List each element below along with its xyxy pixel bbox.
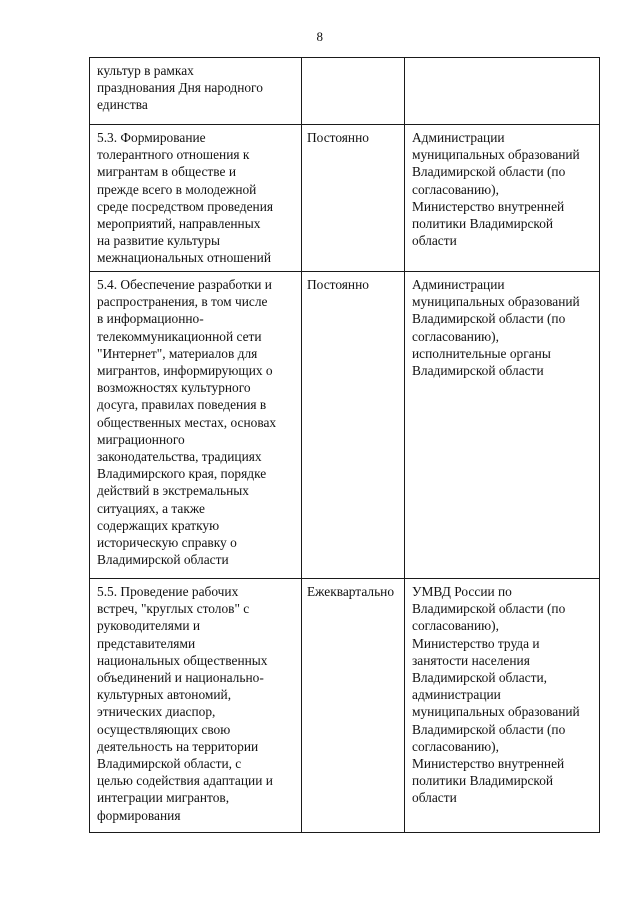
text-line: Владимирской области (по (412, 311, 566, 327)
text-line: этнических диаспор, (97, 704, 216, 720)
text-line: 5.3. Формирование (97, 130, 206, 145)
text-line: прежде всего в молодежной (97, 181, 257, 197)
measure-cell (90, 579, 302, 833)
period-cell (302, 579, 405, 833)
text-line: толерантного отношения к (97, 147, 250, 163)
text-line: исполнительные органы (412, 345, 551, 361)
executors-text (412, 276, 595, 379)
text-line: "Интернет", материалов для (97, 345, 258, 361)
text-line: возможностях культурного (97, 380, 251, 396)
text-line: Владимирской области (по (412, 721, 566, 737)
text-line: Владимирской области (по (412, 601, 566, 617)
text-line: действий в экстремальных (97, 483, 249, 499)
text-line: общественных местах, основах (97, 414, 277, 430)
executors-cell (405, 58, 600, 125)
measure-text (97, 129, 297, 267)
text-line: представителями (97, 635, 196, 651)
text-line: Владимирского края, порядке (97, 466, 267, 482)
text-line: содержащих краткую (97, 517, 220, 533)
text-line: объединений и национально- (97, 670, 264, 686)
text-line: области (412, 790, 457, 806)
text-line: мероприятий, направленных (97, 216, 261, 232)
text-line: политики Владимирской (412, 773, 554, 789)
text-line: 5.5. Проведение рабочих (97, 584, 239, 599)
text-line: руководителями и (97, 618, 201, 634)
text-line: администрации (412, 687, 501, 703)
table-row (90, 125, 600, 272)
text-line: политики Владимирской (412, 216, 554, 232)
text-line: Администрации (412, 130, 505, 145)
table-row (90, 58, 600, 125)
text-line: муниципальных образований (412, 147, 580, 163)
text-line: Министерство труда и (412, 635, 540, 651)
text-line: миграционного (97, 431, 185, 447)
measure-text (97, 583, 297, 824)
text-line: деятельность на территории (97, 738, 259, 754)
text-line: досуга, правилах поведения в (97, 397, 267, 413)
executors-text (412, 583, 595, 807)
text-line: согласованию), (412, 618, 499, 634)
text-line: занятости населения (412, 652, 530, 668)
period-text: Постоянно (307, 130, 369, 145)
text-line: законодательства, традициях (97, 449, 262, 465)
measure-text (97, 276, 297, 568)
period-cell (302, 125, 405, 272)
text-line: распространения, в том числе (97, 294, 268, 310)
period-text: Ежеквартально (307, 584, 395, 599)
text-line: ситуациях, а также (97, 500, 205, 516)
executors-text (412, 129, 595, 249)
text-line: Владимирской области, (412, 670, 547, 686)
measure-cell (90, 272, 302, 579)
text-line: муниципальных образований (412, 294, 580, 310)
executors-cell (405, 272, 600, 579)
text-line: целью содействия адаптации и (97, 773, 273, 789)
measures-table-body (90, 58, 600, 833)
text-line: интеграции мигрантов, (97, 790, 230, 806)
measure-cell (90, 125, 302, 272)
text-line: Владимирской области (412, 363, 544, 379)
text-line: среде посредством проведения (97, 198, 274, 214)
text-line: согласованию), (412, 738, 499, 754)
text-line: национальных общественных (97, 652, 268, 668)
table-row (90, 272, 600, 579)
text-line: культурных автономий, (97, 687, 232, 703)
text-line: историческую справку о (97, 535, 237, 551)
text-line: телекоммуникационной сети (97, 328, 262, 344)
text-line: культур в рамках (97, 63, 194, 78)
measures-table (89, 57, 600, 833)
executors-cell (405, 579, 600, 833)
page-number: 8 (316, 29, 324, 44)
text-line: в информационно- (97, 311, 204, 327)
text-line: Администрации (412, 277, 505, 292)
text-line: Владимирской области (97, 552, 229, 568)
text-line: празднования Дня народного (97, 80, 263, 96)
text-line: муниципальных образований (412, 704, 580, 720)
text-line: мигрантам в обществе и (97, 164, 236, 180)
text-line: Министерство внутренней (412, 756, 565, 772)
text-line: области (412, 233, 457, 249)
text-line: единства (97, 97, 148, 113)
text-line: встреч, "круглых столов" с (97, 601, 250, 617)
text-line: межнациональных отношений (97, 250, 272, 266)
text-line: на развитие культуры (97, 233, 220, 249)
text-line: мигрантов, информирующих о (97, 363, 273, 379)
text-line: Владимирской области (по (412, 164, 566, 180)
period-cell (302, 272, 405, 579)
text-line: согласованию), (412, 181, 499, 197)
text-line: Владимирской области, с (97, 756, 242, 772)
measure-text (97, 62, 297, 114)
text-line: УМВД России по (412, 584, 512, 599)
text-line: 5.4. Обеспечение разработки и (97, 277, 272, 292)
text-line: согласованию), (412, 328, 499, 344)
executors-cell (405, 125, 600, 272)
measure-cell (90, 58, 302, 125)
text-line: осуществляющих свою (97, 721, 231, 737)
period-text: Постоянно (307, 277, 369, 292)
text-line: формирования (97, 807, 181, 823)
period-cell (302, 58, 405, 125)
table-row (90, 579, 600, 833)
text-line: Министерство внутренней (412, 198, 565, 214)
